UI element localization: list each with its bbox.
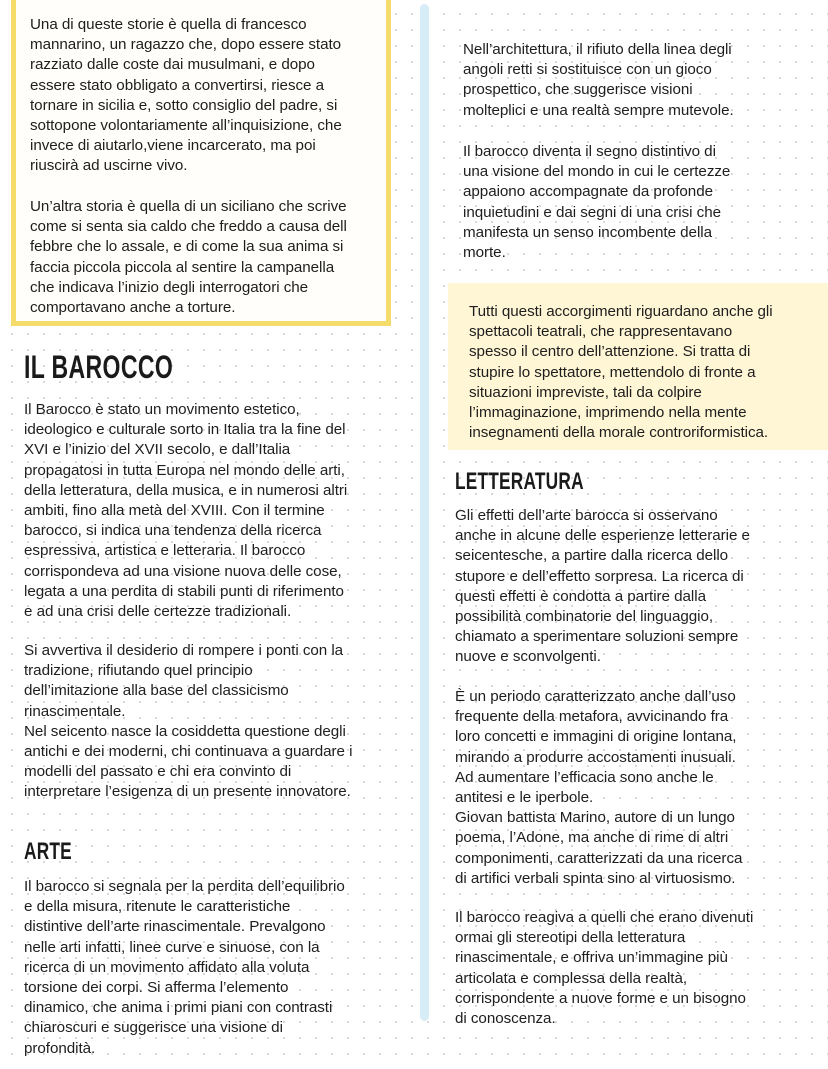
architettura-paragraph: Nell’architettura, il rifiuto della linea degli angoli retti si sostituisce con un gioco prospettico, che suggerisce visioni molteplici e una realtà sempre mutevole.: [463, 41, 734, 119]
barocco-paragraph-2: Si avvertiva il desiderio di rompere i ponti con la tradizione, rifiutando quel principio dell’imitazione alla base del classicismo rinascimentale. Nel seicento nasce la cosiddetta questione degli antichi e dei moderni, chi continuava a guardare i modelli del passato e chi era convinto di interpretare l’esigenza di un presente innovatore.: [24, 642, 353, 801]
arte-paragraph: Il barocco si segnala per la perdita dell’equilibrio e della misura, ritenute le caratteristiche distintive dell’arte rinascimentale. Prevalgono nelle arti infatti, linee curve e sinuose, con la ricerca di un movimento affidato alla voluta torsione dei corpi. Si afferma l’elemento dinamico, che anima i primi piani con contrasti chiaroscuri e suggerisce una visione di profondità.: [24, 878, 345, 1057]
barocco-paragraph-1: Il Barocco è stato un movimento estetico, ideologico e culturale sorto in Italia tra la fine del XVI e l’inizio del XVII secolo, e dall’Italia propagatosi in tutta Europa nel mondo delle arti, della letteratura, della musica, e in numerosi altri ambiti, fino alla metà del XVIII. Con il termine barocco, si indica una tendenza della ricerca espressiva, artistica e letteraria. Il barocco corrispondeva ad una visione nuova delle cose, legata a una perdita di stabili punti di riferimento e ad una crisi delle certezze tradizionali.: [24, 401, 348, 621]
letteratura-paragraph-2: È un periodo caratterizzato anche dall’uso frequente della metafora, avvicinando fra loro concetti e immagini di origine lontana, mirando a produrre accostamenti inusuali. Ad aumentare l’efficacia sono anche le antitesi e le iperbole. Giovan battista Marino, autore di un lungo poema, l’Adone, ma anche di rime di altri componimenti, caratterizzati da una ricerca di artifici verbali spinta sino al virtuosismo.: [455, 688, 743, 887]
barocco-segno-paragraph: Il barocco diventa il segno distintivo di una visione del mondo in cui le certezze appaiono accompagnate da profonde inquietudini e dai segni di una crisi che manifesta un senso incombente della morte.: [463, 143, 731, 262]
letteratura-paragraph-1: Gli effetti dell’arte barocca si osservano anche in alcune delle esperienze letterarie e seicentesche, a partire dalla ricerca dello stupore e dell’effetto sorpresa. La ricerca di questi effetti è condotta a partire dalla possibilità combinatorie del linguaggio, chiamato a sperimentare soluzioni sempre nuove e sconvolgenti.: [455, 507, 750, 666]
letteratura-heading: LETTERATURA: [455, 468, 584, 495]
arte-heading: ARTE: [24, 838, 72, 865]
barocco-heading: IL BAROCCO: [24, 349, 174, 385]
column-divider: [420, 4, 429, 1021]
intro-paragraph-1: Una di queste storie è quella di francesco mannarino, un ragazzo che, dopo essere stato razziato dalle coste dai musulmani, e dopo essere stato obbligato a convertirsi, riesce a tornare in sicilia e, sotto consiglio del padre, si sottopone volontariamente all’inquisizione, che invece di aiutarlo,viene incarcerato, ma poi riuscirà ad uscirne vivo.: [30, 16, 342, 175]
intro-paragraph-2: Un’altra storia è quella di un siciliano che scrive come si senta sia caldo che freddo a causa dell febbre che lo assale, e di come la sua anima si faccia piccola piccola al sentire la campanella che indicava l’inizio degli interrogatori che comportavano anche a torture.: [30, 198, 347, 317]
letteratura-paragraph-3: Il barocco reagiva a quelli che erano divenuti ormai gli stereotipi della letteratura rinascimentale, e offriva un’immagine più articolata e complessa della realtà, corrispondente a nuove forme e un bisogno di conoscenza.: [455, 909, 754, 1028]
highlight-paragraph: Tutti questi accorgimenti riguardano anche gli spettacoli teatrali, che rappresentavano spesso il centro dell’attenzione. Si tratta di stupire lo spettatore, mettendolo di fronte a situazioni impreviste, tali da colpire l’immaginazione, imprimendo nella mente insegnamenti della morale controriformistica.: [469, 303, 773, 442]
